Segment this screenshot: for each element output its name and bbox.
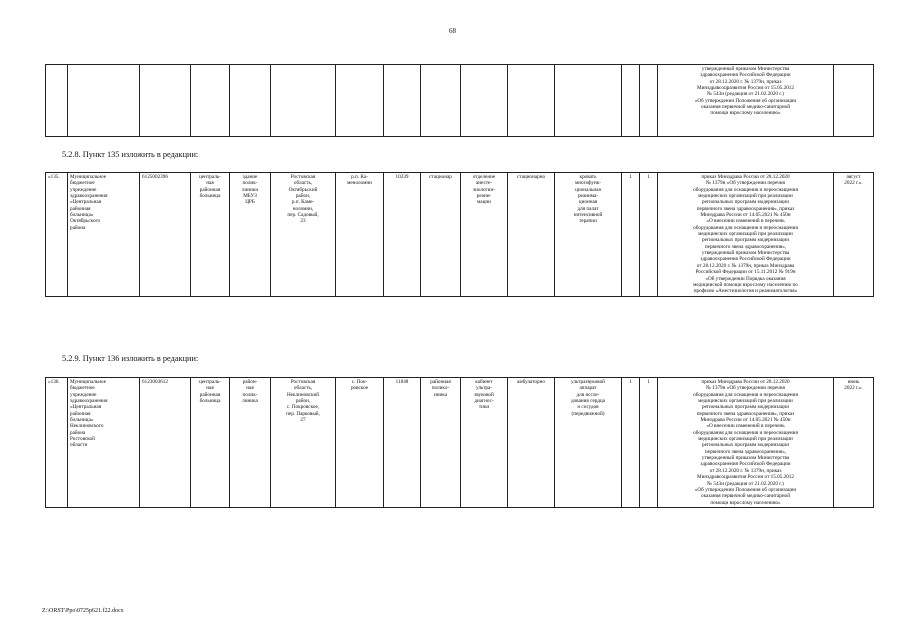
table-row <box>46 173 874 297</box>
address: Ростовская область, Неклиновский район, с. Покровское, пер. Парковый, 27 <box>271 378 336 508</box>
locality: р.п. Ка- меноломни <box>336 173 384 297</box>
organization-name: Муниципальное бюджетное учреждение здравоохранения «Центральная районная больница» Октябрьского района <box>68 173 140 297</box>
address: Ростовская область, Октябрьский район, р.п. Каме- ноломни, пер. Садовый, 23 <box>271 173 336 297</box>
deadline: август 2022 г.». <box>834 173 874 297</box>
legal-basis-cell: утвержденный приказом Министерства здравоохранения Российской Федерации от 28.12.2020 г. № 1379н, приказ Минздравсоцразвития России от 15.05.2012 № 543н (редакция от 21.02.2020 г.) «Об утверждении Положения об организации оказания первичной медико-санитарной помощи взрослому населению» <box>658 65 834 137</box>
subdivision: район- ная полик- линика <box>230 378 271 508</box>
quantity-2: 1 <box>640 378 658 508</box>
file-path-footer: Z:\ORST\Ppo\0725p621.f22.docx <box>42 608 124 614</box>
item-135-table <box>45 172 874 297</box>
organization-name: Муниципальное бюджетное учреждение здравоохранения «Центральная районная больница» Неклиновского района Ростовской области <box>68 378 140 508</box>
equipment: ультразвуковой аппарат для иссле- дования сердца и сосудов (передвижной) <box>555 378 622 508</box>
table-row <box>46 378 874 508</box>
quantity-1: 1 <box>622 378 640 508</box>
locality: с. Пок- ровское <box>336 378 384 508</box>
item-number: «136. <box>46 378 68 508</box>
org-type: централь- ная районная больница <box>191 378 230 508</box>
top-table-continuation <box>45 64 874 137</box>
care-condition: стационарно <box>508 173 555 297</box>
section-heading-135: 5.2.8. Пункт 135 изложить в редакции: <box>62 150 199 159</box>
equipment: кровать многофунк- циональная реанима- ционная для палат интенсивной терапии <box>555 173 622 297</box>
table-row <box>46 65 874 137</box>
code: 11848 <box>384 378 421 508</box>
section-heading-136: 5.2.9. Пункт 136 изложить в редакции: <box>62 354 199 363</box>
department: отделение анесте- зиологии- реани- мации <box>461 173 508 297</box>
inn: 6123003612 <box>140 378 191 508</box>
care-condition: амбулаторно <box>508 378 555 508</box>
quantity-2: 1 <box>640 173 658 297</box>
deadline: июнь 2022 г.». <box>834 378 874 508</box>
legal-basis-cell: приказ Минздрава России от 28.12.2020 № 1379н «Об утверждении перечня оборудования для оснащения и переоснащения медицинских организаций при реализации региональных программ модернизации первичного звена здравоохранения», приказ Минздрава России от 14.05.2021 № 450н «О внесении изменений в перечень оборудования для оснащения и переоснащения медицинских организаций при реализации региональных программ модернизации первичного звена здравоохранения», утвержденный приказом Министерства здравоохранения Российской Федерации от 28.12.2020 г. № 1379н, приказ Минздравсоцразвития России от 15.05.2012 № 543н (редакция от 21.02.2020 г.) «Об утверждении Положения об организации оказания первичной медико-санитарной помощи взрослому населению» <box>658 378 834 508</box>
legal-basis-cell: приказ Минздрава России от 28.12.2020 № 1379н «Об утверждении перечня оборудования для оснащения и переоснащения медицинских организаций при реализации региональных программ модернизации первичного звена здравоохранения», приказ Минздрава России от 14.05.2021 № 450н «О внесении изменений в перечень оборудования для оснащения и переоснащения медицинских организаций при реализации региональных программ модернизации первичного звена здравоохранения», утвержденный приказом Министерства здравоохранения Российской Федерации от 28.12.2020 г. № 1379н, приказ Минздрава Российской Федерации от 15.11.2012 № 919н «Об утверждении Порядка оказания медицинской помощи взрослому населению по профилю «Анестезиология и реаниматология» <box>658 173 834 297</box>
page-number: 68 <box>449 27 456 35</box>
item-136-table <box>45 377 874 508</box>
org-type: централь- ная районная больница <box>191 173 230 297</box>
item-number: «135. <box>46 173 68 297</box>
department: кабинет ультра- звуковой диагнос- тики <box>461 378 508 508</box>
code: 10239 <box>384 173 421 297</box>
inn: 6125002396 <box>140 173 191 297</box>
care-form: стационар <box>421 173 461 297</box>
care-form: районная поликл- иника <box>421 378 461 508</box>
quantity-1: 1 <box>622 173 640 297</box>
subdivision: здание полик- линики МБУЗ ЦРБ <box>230 173 271 297</box>
